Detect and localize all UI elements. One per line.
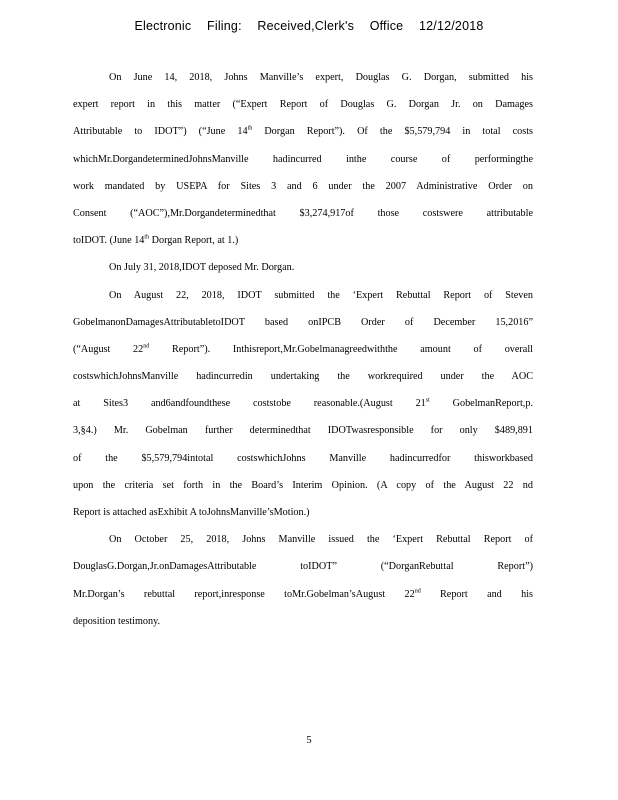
text-line: upon the criteria set forth in the Board’s Interim Opinion. (A copy of the August 22 nd [73,479,533,491]
text-line: Consent (“AOC”),Mr.Dorgandeterminedthat $3,274,917of those costswere attributable [73,207,533,219]
page-number: 5 [306,735,312,746]
text-line: toIDOT. (June 14th Dorgan Report, at 1.) [73,234,239,247]
text-line: (“August 22nd Report”). Inthisreport,Mr.Gobelmanagreedwiththe amount of overall [73,343,533,355]
text-line: Report is attached asExhibit A toJohnsManville’sMotion.) [73,507,310,518]
text-line: Attributable to IDOT”) (“June 14th Dorgan Report”). Of the $5,579,794 in total costs [73,125,533,138]
text-line: work mandated by USEPA for Sites 3 and 6 under the 2007 Administrative Order on [73,180,533,192]
filing-header: Electronic Filing: Received,Clerk's Office 12/12/2018 [134,19,484,33]
body-text [73,71,533,642]
text-line: deposition testimony. [73,615,161,627]
text-line: costswhichJohnsManville hadincurredin undertaking the workrequired under the AOC [73,371,533,383]
text-line: expert report in this matter (“Expert Report of Douglas G. Dorgan Jr. on Damages [73,99,533,111]
text-line: On August 22, 2018, IDOT submitted the ‘Expert Rebuttal Report of Steven [109,289,533,301]
text-line: GobelmanonDamagesAttributabletoIDOT based onIPCB Order of December 15,2016” [73,316,533,328]
text-line: Mr.Dorgan’s rebuttal report,inresponse toMr.Gobelman’sAugust 22nd Report and his [73,588,533,600]
text-line: 3,§4.) Mr. Gobelman further determinedthat IDOTwasresponsible for only $489,891 [73,425,533,437]
text-line: On October 25, 2018, Johns Manville issued the ‘Expert Rebuttal Report of [109,534,533,546]
text-line: whichMr.DorgandeterminedJohnsManville hadincurred inthe course of performingthe [73,153,533,165]
text-line: On June 14, 2018, Johns Manville’s expert, Douglas G. Dorgan, submitted his [109,72,533,83]
text-line: at Sites3 and6andfoundthese coststobe reasonable.(August 21st GobelmanReport,p. [73,397,533,410]
text-line: of the $5,579,794intotal costswhichJohns Manville hadincurredfor thisworkbased [73,452,533,464]
text-line: DouglasG.Dorgan,Jr.onDamagesAttributable toIDOT” (“DorganRebuttal Report”) [73,561,533,573]
text-line: On July 31, 2018,IDOT deposed Mr. Dorgan. [109,262,295,274]
